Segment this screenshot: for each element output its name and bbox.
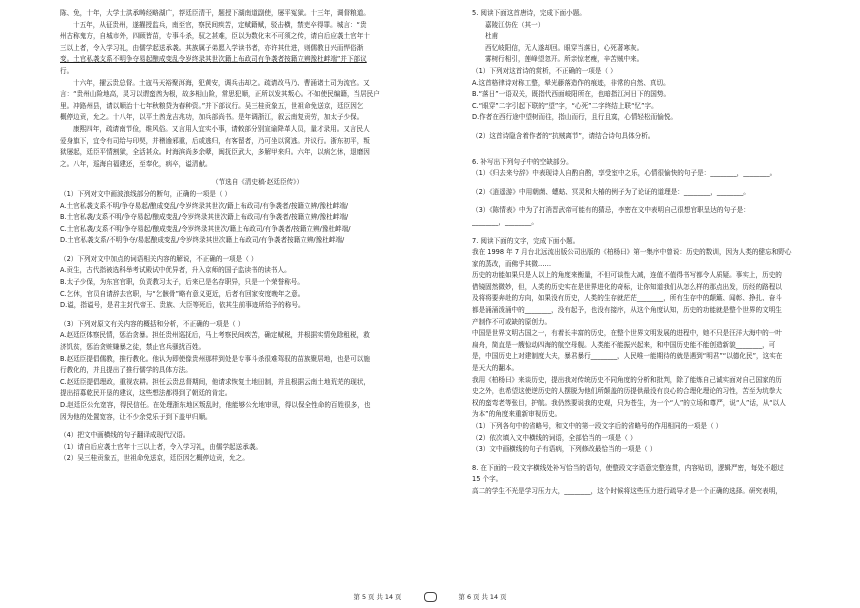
text-line: 6. 补写出下列句子中的空缺部分。	[472, 157, 573, 166]
spacer	[472, 456, 852, 463]
left-page-number: 第 5 页 共 14 页	[353, 593, 402, 601]
text-line: 家的蒸改，而佛乎其微……	[472, 259, 552, 268]
text-line: A.这首格律诗对称工整，晕光藤落造作的痕迹，非常的自然、真切。	[472, 78, 670, 87]
text-line: 西忆岐阳信，无人遂却回。眼穿当落日，心死著寒灰。	[485, 43, 644, 52]
text-line: 嘉陵江仿佐（其一）	[485, 20, 545, 29]
text-line: D.赵廷臣公允宽容，得民信任。在处理浙东地区叛乱时，他能够公允地审讯，得以保全性命的百姓很多，也	[60, 401, 371, 409]
text-line: 及将将要奔赴的方向，如果没有历史，人类的生存就茫茫________，所有生存中的颠簸、闻彰、挣扎、奋斗	[472, 294, 782, 303]
text-line: C.乞休，官员自请辞去官职，与“乞骸骨”略有意义更近，后者有回家安度晚年之意。	[60, 289, 305, 298]
text-line: （1）《归去来兮辞》中表现诗人自酌自酌，享受室中之乐，心情很愉快的句子是：________，________。	[472, 169, 777, 178]
text-line: 历史的功能如果只是人以上的角度来衡量，不但可谈性大减，连值不值得书写都令人质疑。事实上，历史的	[472, 271, 782, 280]
text-line: B.土官私袭/支系不明/争夺易起/酿成变乱/令岁终录其世次籍上布政司/有争袭者/按籍立辨/豫杜衅端/	[60, 213, 349, 222]
text-line: 史之外，也希望这使逆历史的人摆脱为他们所颠盖的历提供最没有良心的合理化理论的习性，苦至为坑拳大	[472, 387, 782, 396]
text-line: C.“眼穿”二字引起下联的“望”字，“心死”二字终结上联“忆”字。	[472, 101, 658, 110]
text-line: 言：“贵州山险地高，灵习以谓蛮酋为根，故多相山险，常思犯顺，正所以发其叛心。不如使民编籍，当居民户	[60, 90, 380, 99]
spacer	[60, 312, 455, 319]
text-line: 8. 在下面的一段文字横线处补写恰当的语句，使整段文字语意完整连贯，内容贴切，逻辑严密，每处不超过	[472, 463, 784, 472]
text-line: （2）依次填入文中横线的词语，全部恰当的一项是（ ）	[472, 433, 637, 442]
text-line: 之。八年，巡海自福建还，至奉化，病卒，谥清献。	[60, 159, 212, 168]
text-line: 产制作不可或缺的原创力。	[472, 317, 552, 326]
text-line: 高二的学生不光是学习压力大，________，这个时候将这些压力进行疏导才是一个正确的选择。研究表明，	[472, 486, 782, 495]
text-line: 行教化的，并且提出了推行儒学的具体方法。	[60, 366, 192, 375]
text-line: （1）请自后应袭土官年十三以上者，令入学习礼，由儒学起送承袭。	[60, 442, 263, 451]
text-line: C.土官私袭/支系不明/争夺易起/酿成变乱/令岁终录其世次/籍上布政司/有争袭者/按籍立辨/豫杜衅端/	[60, 224, 351, 233]
text-line: 为本”的角度来重新审视历史。	[472, 410, 562, 419]
text-line: 三以上者，令入学习礼，由儒学起送承袭。其族属子弟愿入学读书者，亦许其仕进，则儒教日兴而悍俗渐	[60, 43, 364, 52]
spacer	[472, 124, 852, 131]
text-line: （2）下列对文中加点的词语相关内容的解说，不正确的一项是（ ）	[60, 254, 258, 263]
text-line: A.土官私袭支系不明/争夺易起/酿成变乱/令岁终录其世次/籍上布政司/有争袭者/按籍立辨/豫杜衅端/	[60, 201, 349, 210]
text-line: D.作者在西行途中望树而往，指山而行，且行且寞，心情轻松而愉悦。	[472, 113, 677, 122]
text-line: B.太子少保，为东宫官职，负责教习太子，后来已是名存职异，只是一个荣誉称号。	[60, 278, 304, 287]
text-line: B.赵廷臣提倡儒教，推行教化。他认为即使像贵州那样到处是专事斗杀很难驾驭的苗族聚居地，也是可以施	[60, 354, 370, 363]
right-page-number: 第 6 页 共 14 页	[458, 593, 507, 601]
text-line: 中国是世界文明古国之一，有着长丰富的历史，在整个世界文明发展的进程中，她不只是汪洋大海中的一叶	[472, 329, 782, 338]
text-line: 康熙四年，疏请南节俭，维风俗。又言用人宜实小事，请敕部分别宣谕降革人员，量才录用。又言民人	[73, 124, 370, 133]
text-line: A.赵廷臣体察民情，惩治贪暴。担任贵州巡抚后，马上考察民间疾苦，确定赋税，并根据实情免除租税，救	[60, 331, 370, 340]
spacer	[472, 143, 852, 150]
text-line: （3）下列对原文有关内容的概括和分析，不正确的一项是（ ）	[60, 319, 245, 328]
text-line: （2）《逍遥游》中用朝菌、蟪蛄、冥灵和大椿的例子为了论证的道理是：________，________。	[472, 187, 750, 196]
text-line: 州古称鬼方，自城市外，四顾皆苗，专事斗杀，驭之甚难，臣以为数化末不可须之传，请自后应袭土官年十	[60, 32, 370, 41]
spacer	[472, 180, 852, 187]
spacer	[472, 229, 852, 236]
text-line: （1）下列对这首诗的赏析，不正确的一项是（ ）	[472, 66, 617, 75]
text-line: 7. 阅读下面的文字，完成下面小题。	[472, 236, 580, 245]
spacer	[60, 423, 455, 430]
text-line: 雾树行相引，莲峰望忽开。所亲惊老瘦，辛苦贼中来。	[485, 55, 644, 64]
text-line: 借镜固然微妙，但，人类的历史实在是世界进化的奇标，让你知道我们从怎么样的那点出发，历经的路程以	[472, 282, 782, 291]
text-line: 15 个字。	[472, 475, 503, 484]
text-line: （2）吴三桂贡象五，世祖命免送京，廷臣因乞概停边贡，允之。	[60, 454, 249, 463]
text-line: 因为他的处置宽容，让不少余党乐于到下盖甲归顺。	[60, 412, 212, 421]
text-line: 十五年，从征贵州，遂擢授监兵，南至官，察民间疾苦，定赋籍赋，驳击横，禁吏卒得罪。城言：“贵	[73, 20, 367, 29]
text-line: 权的蛮弯老等张目，护航。我仍然要说我的史观，只为苍生，为一个“人”的立场和尊严，说“人”话，从“以人	[472, 398, 786, 407]
text-line: 是天大的翻本。	[472, 364, 519, 373]
page-separator-icon	[424, 592, 437, 602]
text-line: 我在 1998 年 7 月台北远流出版公司出版的《柏杨曰》第一集序中曾说：历史的数训，因为人类的健忘和野心	[472, 248, 792, 257]
text-line: （3）文中画横线的句子有语病，下列修改最恰当的一项是（ ）	[472, 445, 657, 454]
text-line: 狱屡起，廷臣平情割狱，全活甚众。时海滨尚多余孽，闽抚臣武大，多解甲来归。六年，以病乞休，退磨因	[60, 148, 370, 157]
text-line: 扁舟，简直是一艘惊动四海的航空母舰。人类能不能振兴起来，和中国历史能不能创造新貌________，可	[472, 340, 776, 349]
spacer	[60, 247, 455, 254]
text-line: B.“落日”一语双关，既指代西面岐阳所在，也暗指江河日下的国势。	[472, 90, 671, 99]
text-line: 概停边贡，允之。十八年，以平土酋龙吉兆功，加兵部尚书。是年调浙江，叙云南复贡劳，加太子少保。	[60, 113, 364, 122]
text-line: 济饥贫，惩治贪赃嫌暴之徒，禁止官兵骚扰百姓。	[60, 343, 206, 352]
right-column	[472, 8, 852, 498]
text-line: C.赵廷臣提倡理政，重视农耕。担任云贵总督期间，他请求恢复土地田制，并且根据云南土地荒芜的现状，	[60, 377, 371, 386]
left-column	[60, 8, 455, 465]
text-line: 陈、免，十年，大学士洪承畴经略湖广，荐廷臣清干，题授下湖南道副使，屡平冤狱。十三年，调督粮道。	[60, 9, 370, 17]
text-line: 变。土官私袭支系不明争夺易起酿成变乱令岁终录其世次籍上布政司有争袭者按籍立辨豫杜衅端”并下部议	[60, 55, 367, 64]
text-line: 爱身旗下，宜令有司给与印契，并稽逾邪重，后或逃归，有客留者，乃可坐以窝逃。并议行。浙东初平，叛	[60, 136, 370, 145]
text-line: （2）这首诗隐含着作者的“抗贼离节”，请结合诗句具体分析。	[472, 131, 655, 140]
text-line: D.土官私袭支系/不明争夺/易起酿成变乱/令岁终录其世次籍上布政司/有争袭者按籍立辨/豫杜衅端/	[60, 236, 345, 245]
text-line: 都是涌涌泼涌中的________，没有起予，也没有接序，从这个角度认知，历史的功能就是整个世界的文明生	[472, 306, 782, 315]
spacer	[472, 198, 852, 205]
text-line: D.谥，指谥号，是君主封代帝王、贵族、大臣等死后，依其生前事迹所给予的称号。	[60, 301, 305, 310]
text-line: （节选自《清史稿·赵廷臣传》）	[211, 178, 304, 187]
spacer	[60, 170, 455, 177]
text-line: 我用《柏杨曰》来谈历史，提出我对传统历史不同角度的分析和批判，除了能炼自己诚实面对自己国家的历	[472, 375, 782, 384]
spacer	[472, 150, 852, 157]
text-line: 提出招募乾民开垦的建议，这些想法都得到了朝廷的肯定。	[60, 389, 232, 398]
text-line: （3）《陈情表》中为了打消晋武帝可能有的猜忌，李密在文中表明自己很想官职呈达的句子是：	[472, 206, 750, 215]
text-line: 里。冲路州县，请以顺治十七年秋粮贷为春种资。”并下部议行。吴三桂贡象五，世祖命免送京，廷臣因乞	[60, 101, 364, 110]
text-line: 杜甫	[485, 32, 499, 41]
text-line: 5. 阅读下面这首唐诗，完成下面小题。	[472, 9, 586, 17]
text-line: 十六年，擢云贵总督。土寇马天裕聚洱海，犯黄安，调兵击却之。疏请改马乃、曹涌诸土司为流官。又	[73, 78, 370, 87]
text-line: A.贡生，古代指被选科举考试殿试中优异者，升入京师的国子监读书的读书人。	[60, 266, 291, 275]
page-footer	[0, 592, 860, 602]
text-line: ________，________。	[472, 217, 538, 226]
text-line: （1）下列对文中画波浪线部分的断句，正确的一项是（ ）	[60, 189, 232, 198]
text-line: （4）把文中画横线的句子翻译成现代汉语。	[60, 431, 190, 440]
text-line: 是，中国历史上对建制度大夫，暴君暴行________，人民唯一能期待的就是遇到“明君”“以德化民”，这实在	[472, 352, 783, 361]
text-line: 行。	[60, 66, 74, 75]
text-line: （1）下列各句中的省略号，和文中的第一段文字后的省略号的作用相同的一项是（ ）	[472, 422, 723, 430]
